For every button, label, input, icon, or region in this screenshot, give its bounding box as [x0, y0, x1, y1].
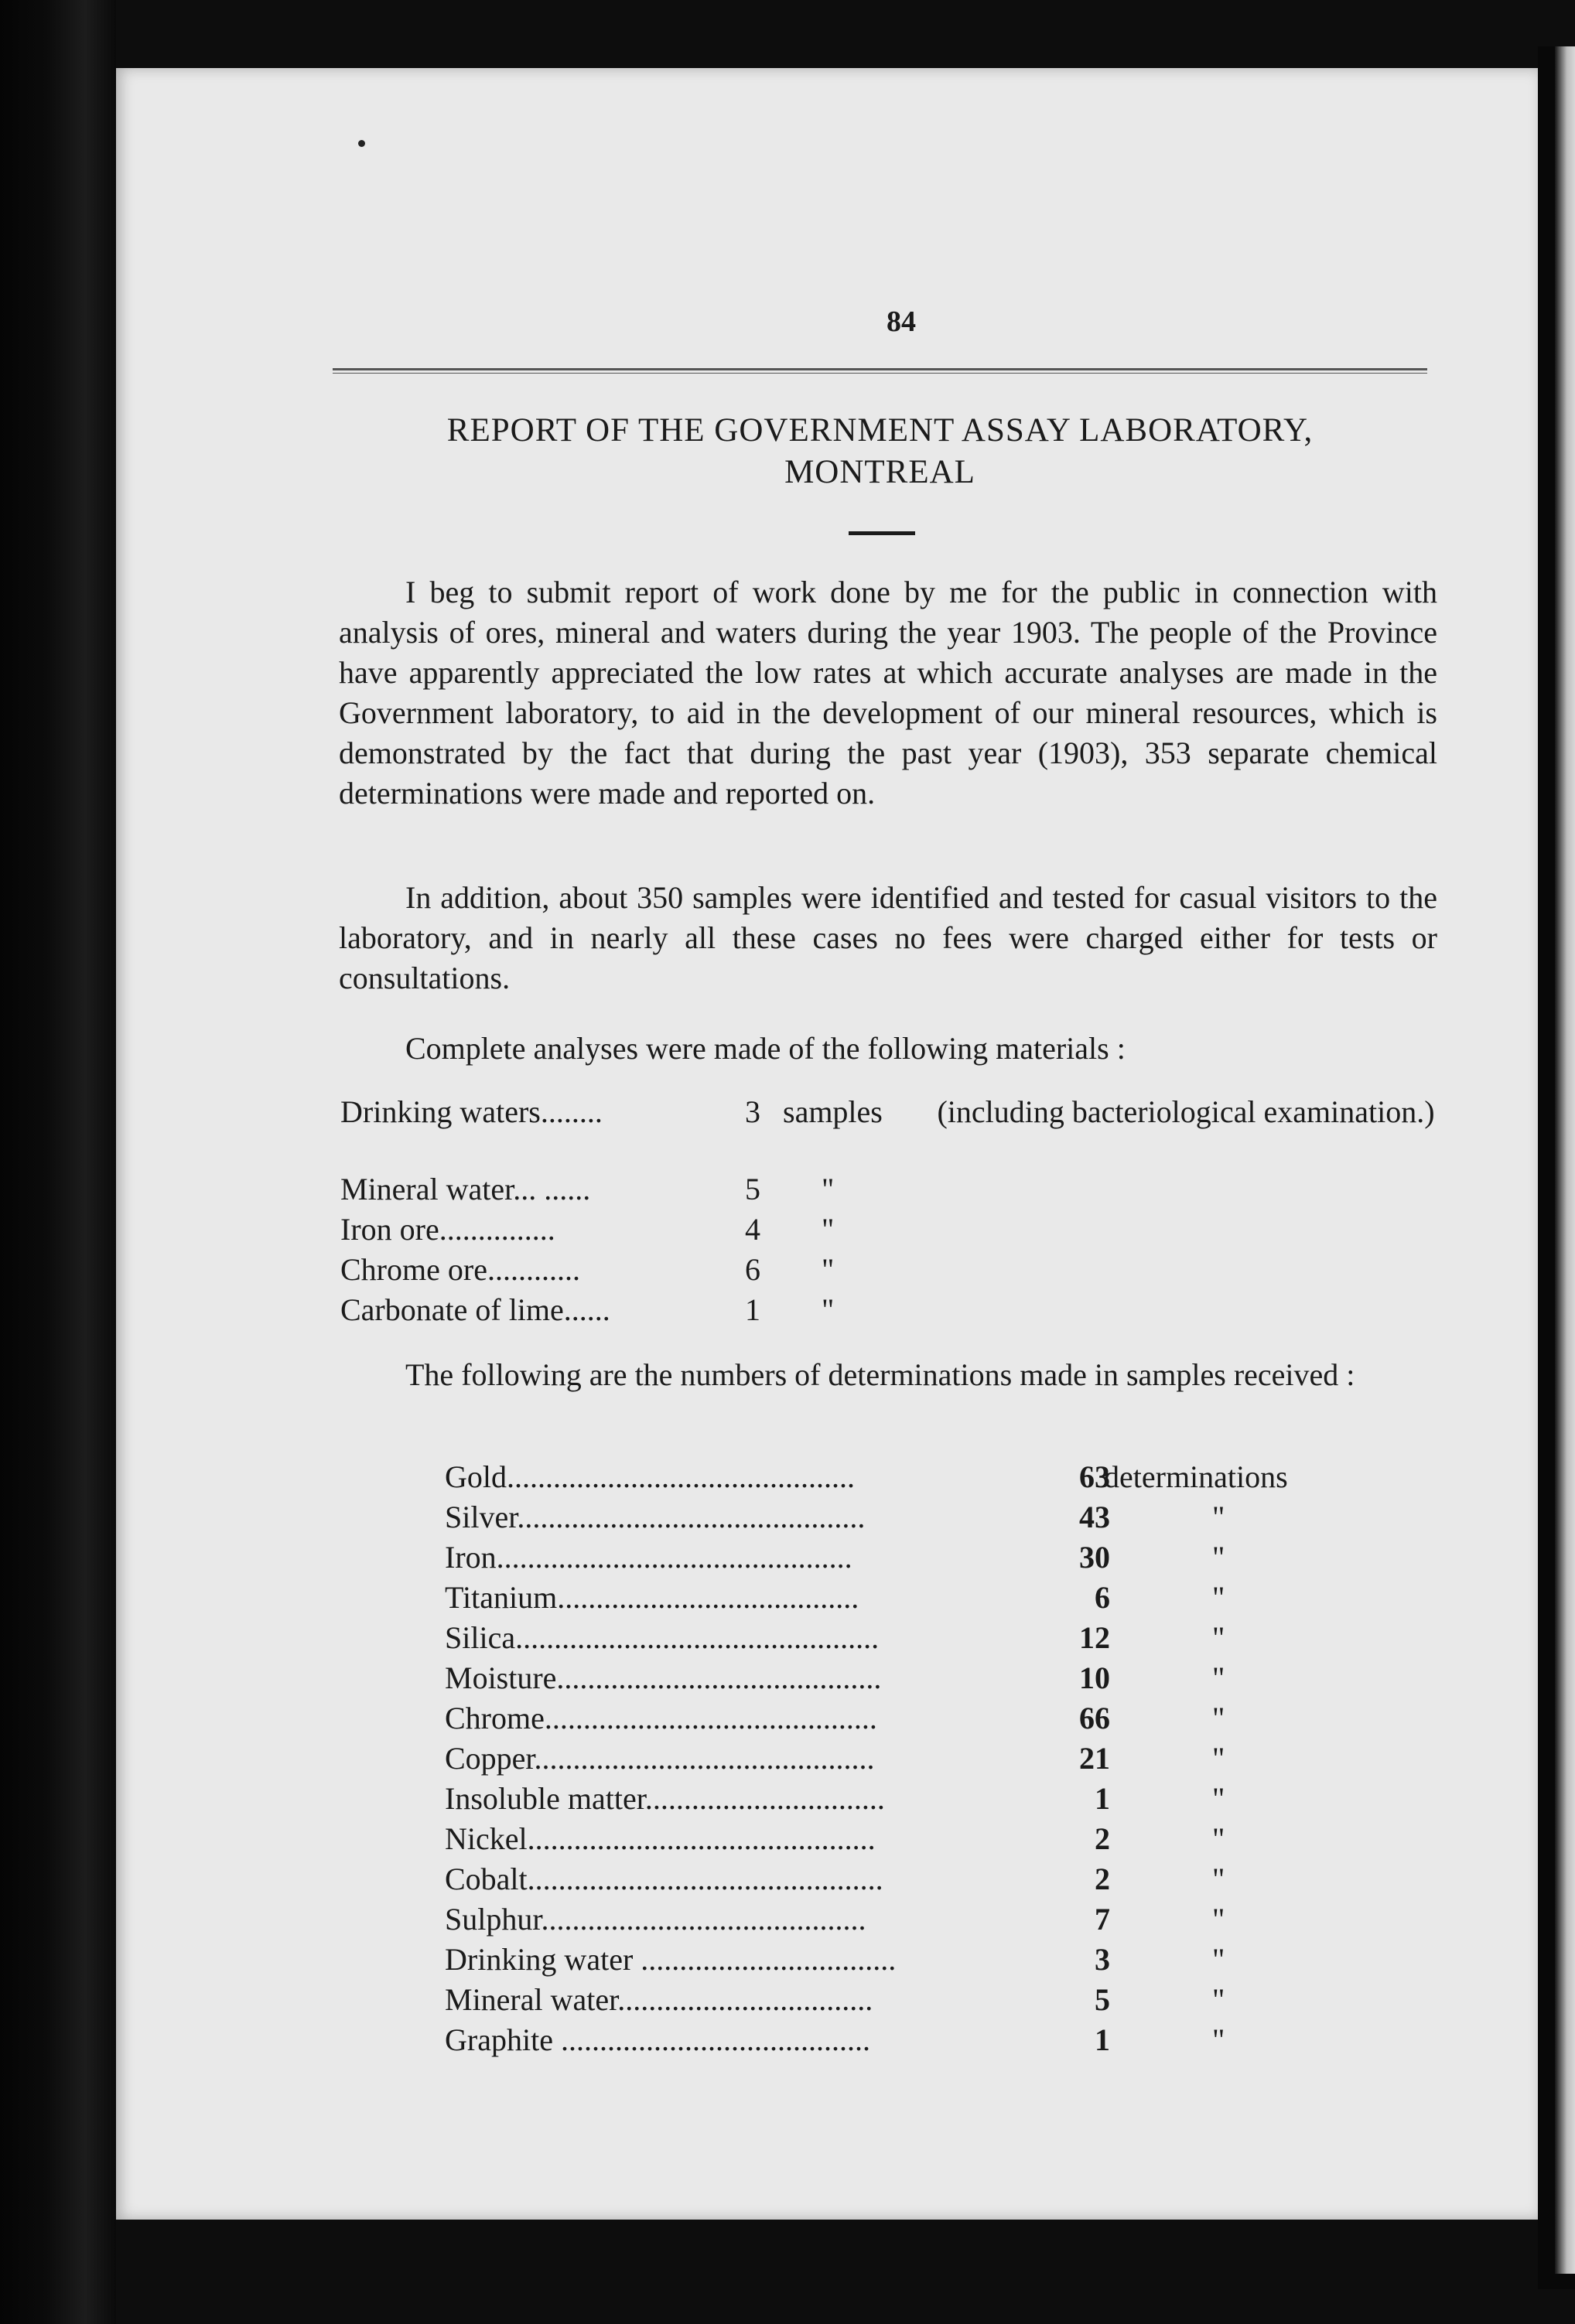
ditto-mark: ": [822, 1292, 835, 1327]
ditto-mark: ": [822, 1172, 835, 1206]
determination-row: [445, 1698, 1396, 1739]
material-name: Mineral water... ......: [340, 1172, 591, 1206]
determination-count: 2: [1095, 1821, 1110, 1856]
header-rule: [333, 368, 1427, 374]
determination-count: 7: [1095, 1902, 1110, 1937]
determination-count: 21: [1079, 1741, 1110, 1776]
determination-count: 5: [1095, 1982, 1110, 2017]
determination-count: 66: [1079, 1701, 1110, 1735]
determination-name: Cobalt..............................................: [445, 1862, 883, 1896]
determination-row: [445, 1940, 1396, 1980]
determination-name: Gold.............................................: [445, 1459, 855, 1494]
determination-name: Moisture..........................................: [445, 1660, 882, 1695]
determination-row: [445, 1537, 1396, 1578]
ditto-mark: ": [1212, 1862, 1225, 1896]
material-name: Carbonate of lime......: [340, 1292, 610, 1327]
determination-row: [445, 1658, 1396, 1698]
determination-count: 43: [1079, 1500, 1110, 1534]
intro-paragraph: I beg to submit report of work done by me for the public in connection with analysis of ores, mineral and waters during the year 1903. The people of the Province have apparently appreciated the low rates at which accurate analyses are made in the Government laboratory, to aid in the development of our mineral resources, which is demonstrated by the fact that during the past year (1903), 353 separate chemical determinations were made and reported on.: [339, 575, 1437, 810]
determination-name: Nickel.............................................: [445, 1821, 876, 1856]
material-count: 6: [745, 1252, 760, 1287]
determination-row: [445, 1618, 1396, 1658]
ditto-mark: ": [1212, 1902, 1225, 1937]
material-count: 4: [745, 1212, 760, 1247]
ditto-mark: ": [822, 1212, 835, 1247]
determination-row: [445, 2020, 1396, 2060]
determination-row: [445, 1859, 1396, 1899]
determination-count: 1: [1095, 1781, 1110, 1816]
determination-count: 63: [1079, 1459, 1110, 1494]
determination-name: Titanium.......................................: [445, 1580, 859, 1615]
material-name: Chrome ore............: [340, 1252, 580, 1287]
determination-count: 2: [1095, 1862, 1110, 1896]
material-count: 5: [745, 1172, 760, 1206]
determination-row: [445, 1779, 1396, 1819]
report-title: [333, 410, 1427, 493]
determination-row: [445, 1819, 1396, 1859]
binding-shadow: [0, 0, 116, 2324]
determination-row: [445, 1578, 1396, 1618]
determination-row: [445, 1497, 1396, 1537]
addition-paragraph: In addition, about 350 samples were identified and tested for casual visitors to the laboratory, and in nearly all these cases no fees were charged either for tests or consultations.: [339, 880, 1437, 995]
title-line-2: MONTREAL: [784, 454, 975, 490]
determination-row: [445, 1739, 1396, 1779]
determination-name: Silver.............................................: [445, 1500, 866, 1534]
determination-count: 6: [1095, 1580, 1110, 1615]
determination-name: Iron..............................................: [445, 1540, 852, 1575]
ditto-mark: ": [822, 1252, 835, 1287]
determination-row: [445, 1980, 1396, 2020]
scan-dot: [358, 140, 365, 147]
material-unit: samples: [783, 1094, 883, 1129]
materials-note: (including bacteriological examination.): [937, 1094, 1435, 1129]
determination-count: 3: [1095, 1942, 1110, 1977]
ditto-mark: ": [1212, 1580, 1225, 1615]
ditto-mark: ": [1212, 1660, 1225, 1695]
title-line-1: REPORT OF THE GOVERNMENT ASSAY LABORATORY,: [446, 412, 1314, 449]
material-name: Drinking waters........: [340, 1094, 603, 1129]
determination-name: Sulphur..........................................: [445, 1902, 866, 1937]
ditto-mark: ": [1212, 1701, 1225, 1735]
determination-unit: determinations: [1104, 1459, 1288, 1494]
material-count: 1: [745, 1292, 760, 1327]
next-page-edge: [1555, 46, 1575, 2274]
ditto-mark: ": [1212, 1821, 1225, 1856]
title-dash: [849, 531, 915, 535]
analyses-intro: Complete analyses were made of the following materials :: [405, 1031, 1126, 1066]
determinations-intro: The following are the numbers of determinations made in samples received :: [405, 1357, 1355, 1392]
ditto-mark: ": [1212, 1781, 1225, 1816]
material-name: Iron ore...............: [340, 1212, 555, 1247]
determination-name: Chrome...........................................: [445, 1701, 877, 1735]
determination-count: 12: [1079, 1620, 1110, 1655]
ditto-mark: ": [1212, 1942, 1225, 1977]
determination-name: Drinking water .................................: [445, 1942, 897, 1977]
determination-name: Mineral water.................................: [445, 1982, 873, 2017]
determination-row: [445, 1899, 1396, 1940]
determination-count: 30: [1079, 1540, 1110, 1575]
material-count: 3: [745, 1094, 760, 1129]
ditto-mark: ": [1212, 1982, 1225, 2017]
determination-row: [445, 1457, 1396, 1497]
ditto-mark: ": [1212, 1741, 1225, 1776]
ditto-mark: ": [1212, 2022, 1225, 2057]
determination-count: 1: [1095, 2022, 1110, 2057]
ditto-mark: ": [1212, 1500, 1225, 1534]
determination-name: Silica...............................................: [445, 1620, 880, 1655]
determination-name: Graphite ........................................: [445, 2022, 870, 2057]
determination-name: Copper............................................: [445, 1741, 875, 1776]
page-number: 84: [887, 305, 916, 338]
determination-count: 10: [1079, 1660, 1110, 1695]
ditto-mark: ": [1212, 1620, 1225, 1655]
determination-name: Insoluble matter...............................: [445, 1781, 885, 1816]
ditto-mark: ": [1212, 1540, 1225, 1575]
